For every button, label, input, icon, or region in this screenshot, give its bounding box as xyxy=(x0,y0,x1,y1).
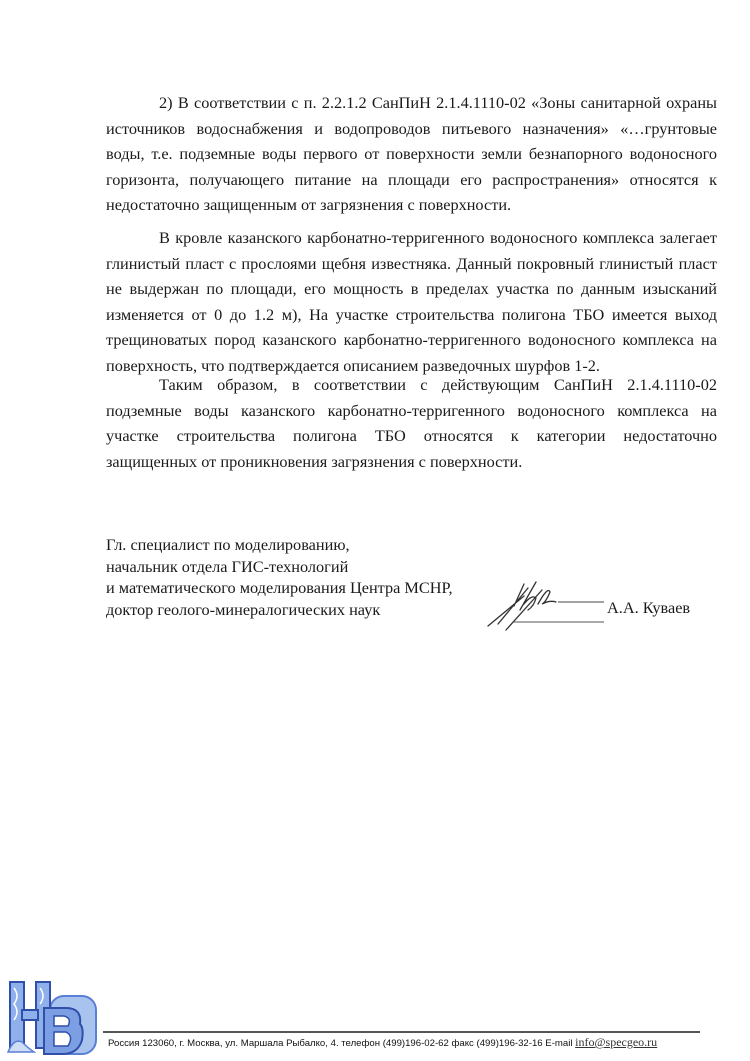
footer-address: Россия 123060, г. Москва, ул. Маршала Рыбалко, 4. телефон (499)196-02-62 факс (499)196-32-16 E-mail xyxy=(108,1038,576,1049)
text-line: подземные воды казанского карбонатно-терригенного водоносного комплекса на xyxy=(106,400,717,420)
text-line: не выдержан по площади, его мощность в пределах участка по данным изысканий xyxy=(106,279,717,299)
handwritten-signature xyxy=(484,576,604,632)
signatory-title-line: начальник отдела ГИС-технологий xyxy=(106,556,349,576)
text-line: трещиноватых пород казанского карбонатно-терригенного водоносного комплекса на xyxy=(106,330,717,350)
signatory-title xyxy=(106,534,453,620)
signatory-title-line: доктор геолого-минералогических наук xyxy=(106,599,381,619)
text-line: В кровле казанского карбонатно-терригенного водоносного комплекса залегает xyxy=(159,228,717,247)
text-line: воды, т.е. подземные воды первого от поверхности земли безнапорного водоносного xyxy=(106,144,717,164)
company-logo xyxy=(4,978,100,1058)
signatory-title-line: и математического моделирования Центра МСНР, xyxy=(106,578,453,597)
text-line: защищенных от проникновения загрязнения с поверхности. xyxy=(106,451,523,471)
footer-contacts xyxy=(108,1035,657,1050)
text-line: изменяется от 0 до 1.2 м), На участке строительства полигона ТБО имеется выход xyxy=(106,304,717,324)
signatory-name: А.А. Куваев xyxy=(607,598,691,617)
text-line: недостаточно защищенным от загрязнения с поверхности. xyxy=(106,195,512,215)
paragraph-3 xyxy=(106,372,717,474)
text-line: Таким образом, в соответствии с действующим СанПиН 2.1.4.1110-02 xyxy=(159,375,717,394)
text-line: поверхность, что подтверждается описанием разведочных шурфов 1-2. xyxy=(106,355,600,375)
text-line: участке строительства полигона ТБО относятся к категории недостаточно xyxy=(106,426,717,446)
paragraph-2 xyxy=(106,225,717,379)
signatory-title-line: Гл. специалист по моделированию, xyxy=(106,535,350,554)
text-line: 2) В соответствии с п. 2.2.1.2 СанПиН 2.1.4.1110-02 «Зоны санитарной охраны xyxy=(159,93,717,112)
text-line: источников водоснабжения и водопроводов питьевого назначения» «…грунтовые xyxy=(106,118,717,138)
email-link[interactable]: info@specgeo.ru xyxy=(575,1035,658,1049)
paragraph-1 xyxy=(106,90,717,218)
footer-divider xyxy=(103,1031,700,1033)
text-line: глинистый пласт с прослоями щебня известняка. Данный покровный глинистый пласт xyxy=(106,253,717,273)
text-line: горизонта, получающего питание на площади его распространения» относятся к xyxy=(106,169,717,189)
